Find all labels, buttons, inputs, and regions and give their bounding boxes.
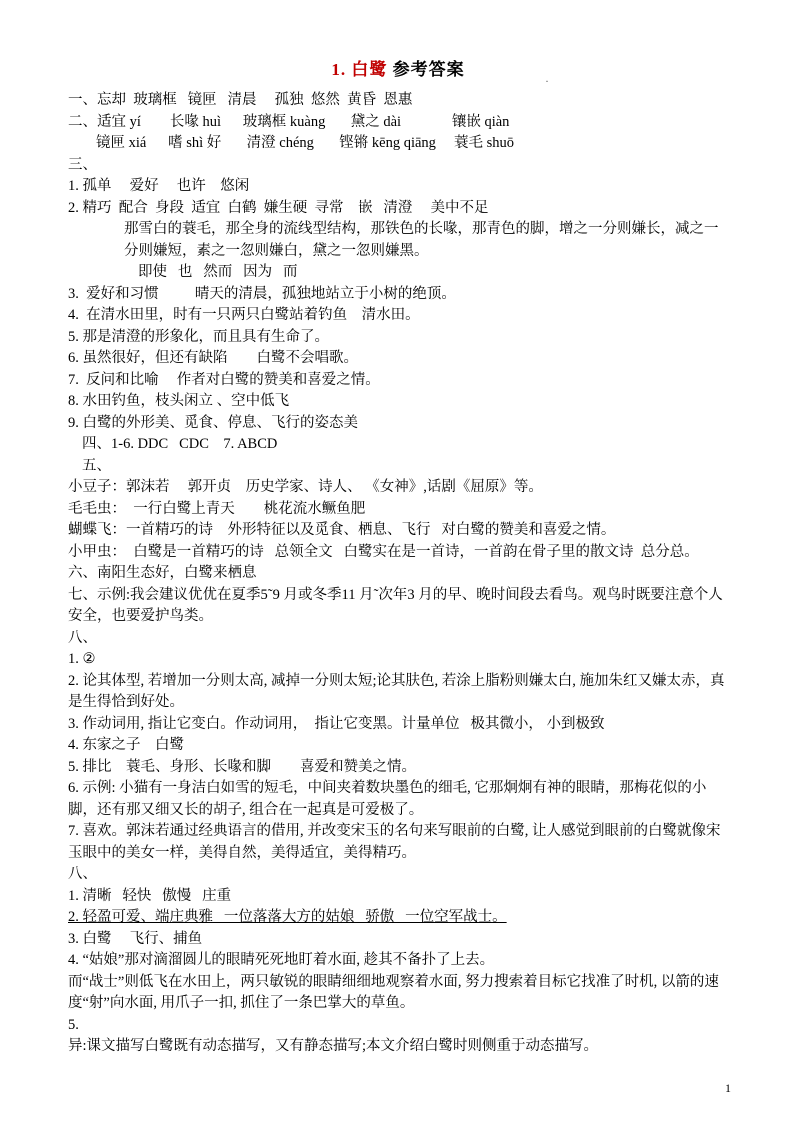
answer-line: 小豆子：郭沫若 郭开贞 历史学家、诗人、 《女神》,话剧《屈原》等。 xyxy=(68,479,543,495)
answer-line: 1. 孤单 爱好 也许 悠闲 xyxy=(68,178,250,194)
page-number: 1 xyxy=(725,1081,731,1095)
answer-line: 四、1-6. DDC CDC 7. ABCD xyxy=(82,436,278,452)
answer-line: 4. 在清水田里，时有一只两只白鹭站着钓鱼 清水田。 xyxy=(68,307,420,323)
answer-line: 6. 示例: 小猫有一身洁白如雪的短毛，中间夹着数块墨色的细毛, 它那炯炯有神的眼睛，那梅花似的小脚，还有那又细又长的胡子, 组合在一起真是可爱极了。 xyxy=(68,780,707,818)
answer-line: 蝴蝶飞：一首精巧的诗 外形特征以及觅食、栖息、飞行 对白鹭的赞美和喜爱之情。 xyxy=(68,522,616,538)
answer-line: 镜匣 xiá 嗜 shì 好 清澄 chéng 铿锵 kēng qiāng 蓑毛 shuō xyxy=(96,135,515,151)
answer-line: 六、南阳生态好，白鹭来栖息 xyxy=(68,565,257,581)
answer-line: 8. 水田钓鱼，枝头闲立 、空中低飞 xyxy=(68,393,290,409)
answer-line: 即使 也 然而 因为 而 xyxy=(138,264,298,280)
answer-line: 3. 爱好和习惯 晴天的清晨，孤独地站立于小树的绝顶。 xyxy=(68,285,456,302)
answer-line: 3. 白鹭 飞行、捕鱼 xyxy=(68,930,203,947)
title-suffix: 参考答案 xyxy=(392,60,465,79)
answer-line: 八、 xyxy=(68,866,97,882)
title-number: 1. xyxy=(331,60,347,79)
answer-line: 4. “姑娘”那对滴溜圆儿的眼睛死死地盯着水面, 趁其不备扑了上去。 xyxy=(68,952,495,968)
answer-line: 二、适宜 yí 长喙 huì 玻璃框 kuàng 黛之 dài 镶嵌 qiàn xyxy=(68,113,510,130)
answer-line: 2. 论其体型, 若增加一分则太高, 减掉一分则太短;论其肤色, 若涂上脂粉则嫌太白, 施加朱红又嫌太赤，真是生得恰到好处。 xyxy=(68,672,725,710)
answer-line: 1. ② xyxy=(68,651,96,667)
answer-line: 那雪白的蓑毛，那全身的流线型结构，那铁色的长喙，那青色的脚，增之一分则嫌长，减之一分则嫌短，素之一忽则嫌白，黛之一忽则嫌黑。 xyxy=(124,221,719,259)
answer-line: 异:课文描写白鹭既有动态描写，又有静态描写;本文介绍白鹭时则侧重于动态描写。 xyxy=(68,1038,599,1054)
answer-line: 五、 xyxy=(82,457,111,474)
answer-line: 2. 精巧 配合 身段 适宜 白鹤 嫌生硬 寻常 嵌 清澄 美中不足 xyxy=(68,199,489,216)
answer-line: 9. 白鹭的外形美、觅食、停息、飞行的姿态美 xyxy=(68,414,358,431)
answer-line: 6. 虽然很好，但还有缺陷 白鹭不会唱歌。 xyxy=(68,350,358,366)
page-title xyxy=(68,58,728,82)
answer-line: 5. xyxy=(68,1016,79,1033)
answer-line: 3. 作动词用, 指让它变白。作动词用， 指让它变黑。计量单位 极其微小， 小到极致 xyxy=(68,715,605,732)
answer-line: 三、 xyxy=(68,156,97,173)
answer-line: 七、示例:我会建议优优在夏季5˜9 月或冬季11 月˜次年3 月的早、晚时间段去看鸟。观鸟时既要注意个人安全，也要爱护鸟类。 xyxy=(68,586,723,624)
answer-line: 1. 清晰 轻快 傲慢 庄重 xyxy=(68,887,232,904)
answer-line: 小甲虫： 白鹭是一首精巧的诗 总领全文 白鹭实在是一首诗，一首韵在骨子里的散文诗 总分总。 xyxy=(68,543,699,560)
answer-line: 7. 喜欢。郭沫若通过经典语言的借用, 并改变宋玉的名句来写眼前的白鹭, 让人感觉到眼前的白鹭就像宋玉眼中的美女一样，美得自然，美得适宜，美得精巧。 xyxy=(68,823,721,861)
answer-line: 4. 东家之子 白鹭 xyxy=(68,737,184,753)
answer-line: 7. 反问和比喻 作者对白鹭的赞美和喜爱之情。 xyxy=(68,371,380,388)
answer-line: 5. 那是清澄的形象化，而且具有生命了。 xyxy=(68,328,329,345)
title-main: 白鹭 xyxy=(351,60,388,79)
answer-line: 一、忘却 玻璃框 镜匣 清晨 孤独 悠然 黄昏 恩惠 xyxy=(68,92,413,108)
answer-line: 5. 排比 蓑毛、身形、长喙和脚 喜爱和赞美之情。 xyxy=(68,758,416,775)
answer-line: 而“战士”则低飞在水田上，两只敏锐的眼睛细细地观察着水面, 努力搜索着目标它找准了时机, 以箭的速度“射”向水面, 用爪子一扣, 抓住了一条巴掌大的草鱼。 xyxy=(68,973,719,1011)
answer-line: 毛毛虫： 一行白鹭上青天 桃花流水鳜鱼肥 xyxy=(68,500,366,517)
answer-line-underlined: 2. 轻盈可爱、端庄典雅 一位落落大方的姑娘 骄傲 一位空军战士。 xyxy=(68,909,507,925)
stray-dot-mark: · xyxy=(545,74,549,88)
answer-line: 八、 xyxy=(68,629,97,646)
document-body xyxy=(68,58,728,1058)
